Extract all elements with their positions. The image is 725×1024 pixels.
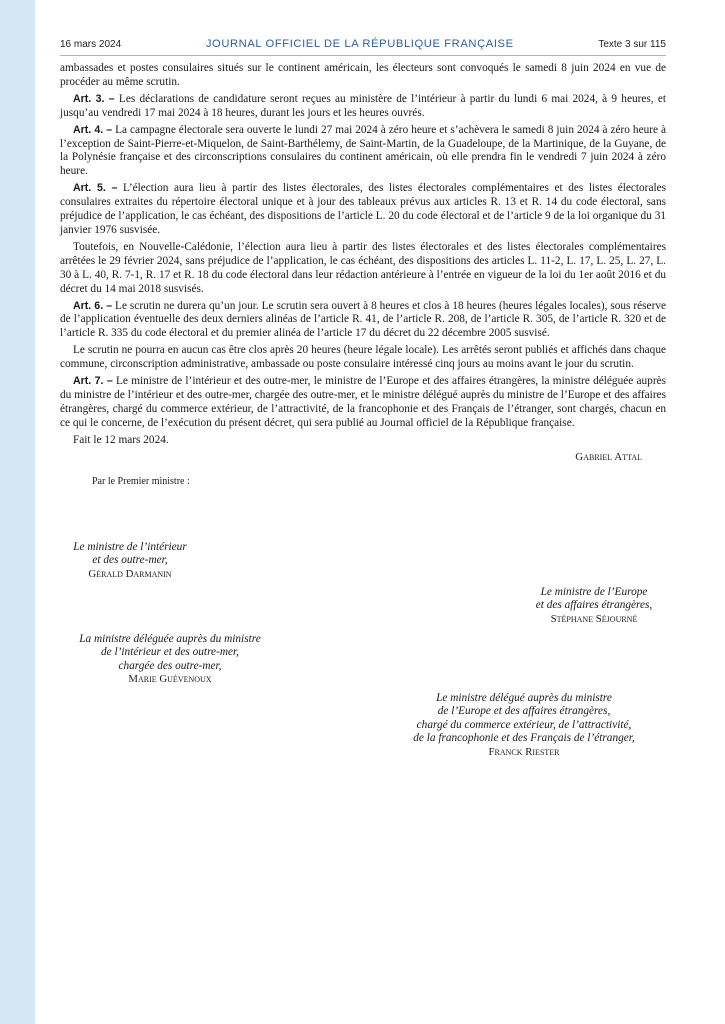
signature-name: Stéphane Séjourné <box>550 612 638 625</box>
paragraph-text: Le scrutin ne pourra en aucun cas être clos après 20 heures (heure légale locale). Les arrêtés seront publiés et affichés dans chaque commune, circonscription administrative, ambassade ou poste consulaire intéressé cinq jours au moins avant le jour du scrutin. <box>60 344 666 371</box>
article-3 <box>60 93 666 121</box>
document-page <box>60 38 666 489</box>
left-margin-strip <box>0 0 35 1024</box>
article-label: Art. 4. – <box>73 123 113 136</box>
decree-body <box>60 62 666 489</box>
signature-overseas-minister <box>56 633 284 687</box>
article-5-paragraph-2 <box>60 241 666 297</box>
signature-interior-minister <box>60 541 200 581</box>
signature-title-line: de l’intérieur et des outre-mer, <box>101 646 239 659</box>
signature-trade-minister <box>388 692 660 759</box>
article-label: Art. 5. – <box>73 182 118 195</box>
signature-title-line: chargée des outre-mer, <box>118 659 222 672</box>
signature-title-line: La ministre déléguée auprès du ministre <box>79 633 261 645</box>
article-label: Art. 3. – <box>73 92 115 105</box>
article-text: La campagne électorale sera ouverte le lundi 27 mai 2024 à zéro heure et s’achèvera le samedi 8 juin 2024 à zéro heure à l’exception de Saint-Pierre-et-Miquelon, de Saint-Barthélemy, de Saint-Martin, de la Guadeloupe, de la Martinique, de la Guyane, de la Polynésie française et des circonscriptions consulaires du continent américain, où elle prendra fin le vendredi 7 juin 2024 à zéro heure. <box>60 123 666 178</box>
paragraph-0 <box>60 62 666 90</box>
countersign-intro: Par le Premier ministre : <box>92 476 190 488</box>
signature-europe-minister <box>518 586 670 626</box>
signature-title-line: Le ministre délégué auprès du ministre <box>436 692 612 704</box>
signature-name: Marie Guévenoux <box>128 673 212 686</box>
paragraph-text: ambassades et postes consulaires situés sur le continent américain, les électeurs sont convoqués le samedi 8 juin 2024 en vue de procéder au même scrutin. <box>60 62 666 88</box>
paragraph-text: Toutefois, en Nouvelle-Calédonie, l’élection aura lieu à partir des listes électorales et des listes électorales complémentaires arrêtées le 29 février 2024, sans préjudice de l’application, le cas échéant, des dispositions des articles L. 11-2, L. 17, L. 25, L. 27, L. 30 à L. 40, R. 7-1, R. 17 et R. 18 du code électoral dans leur rédaction antérieure à l’entrée en vigueur de la loi du 1er août 2016 et du décret du 14 mai 2018 susvisés. <box>60 240 666 295</box>
signature-title-line: et des affaires étrangères, <box>535 599 653 612</box>
signature-title-line: de la francophonie et des Français de l’étranger, <box>413 732 635 745</box>
page-header <box>60 38 666 56</box>
signature-name: Gérald Darmanin <box>88 567 172 580</box>
article-text: Les déclarations de candidature seront reçues au ministère de l’intérieur à partir du lundi 6 mai 2024, à 9 heures, et jusqu’au vendredi 17 mai 2024 à 18 heures, durant les jours et les heures ouvrés. <box>60 92 666 119</box>
header-journal-title: JOURNAL OFFICIEL DE LA RÉPUBLIQUE FRANÇAISE <box>205 38 514 50</box>
article-6 <box>60 300 666 342</box>
signature-title-line: et des outre-mer, <box>92 554 168 567</box>
article-label: Art. 7. – <box>73 375 113 388</box>
signature-name: Franck Riester <box>488 745 560 758</box>
article-4 <box>60 124 666 180</box>
article-7 <box>60 375 666 431</box>
signature-title-line: de l’Europe et des affaires étrangères, <box>437 705 611 718</box>
prime-minister-signature: Gabriel Attal <box>575 450 642 463</box>
header-page-number: Texte 3 sur 115 <box>598 39 666 50</box>
signature-title-line: Le ministre de l’Europe <box>540 586 648 598</box>
article-text: Le scrutin ne durera qu’un jour. Le scrutin sera ouvert à 8 heures et clos à 18 heures (heures légales locales), sous réserve de l’application éventuelle des deux derniers alinéas de l’article R. 41, de l’article R. 208, de l’article R. 305, de l’article R. 320 et de l’article R. 335 du code électoral et du premier alinéa de l’article 17 du décret du 22 décembre 2005 susvisé. <box>60 299 666 340</box>
article-label: Art. 6. – <box>73 299 113 312</box>
article-text: Le ministre de l’intérieur et des outre-mer, le ministre de l’Europe et des affaires étrangères, la ministre déléguée auprès du ministre de l’intérieur et des outre-mer, chargée des outre-mer, et le ministre délégué auprès du ministre de l’Europe et des affaires étrangères, chargé du commerce extérieur, de l’attractivité, de la francophonie et des Français de l’étranger, sont chargés, chacun en ce qui le concerne, de l’exécution du présent décret, qui sera publié au Journal officiel de la République française. <box>60 375 666 429</box>
article-6-paragraph-2 <box>60 344 666 372</box>
signature-title-line: Le ministre de l’intérieur <box>73 541 187 553</box>
article-5 <box>60 182 666 238</box>
signature-date: Fait le 12 mars 2024. <box>73 433 169 446</box>
signature-title-line: chargé du commerce extérieur, de l’attractivité, <box>416 718 632 731</box>
header-date: 16 mars 2024 <box>60 39 122 50</box>
article-text: L’élection aura lieu à partir des listes électorales, des listes électorales complémentaires et des listes électorales consulaires extraites du répertoire électoral unique et à jour des tableaux prévus aux articles R. 13 et R. 14 du code électoral, sans préjudice de l’application, le cas échéant, des dispositions de l’article L. 20 du code électoral et de l’article 9 de la loi organique du 31 janvier 1976 susvisée. <box>60 182 667 236</box>
